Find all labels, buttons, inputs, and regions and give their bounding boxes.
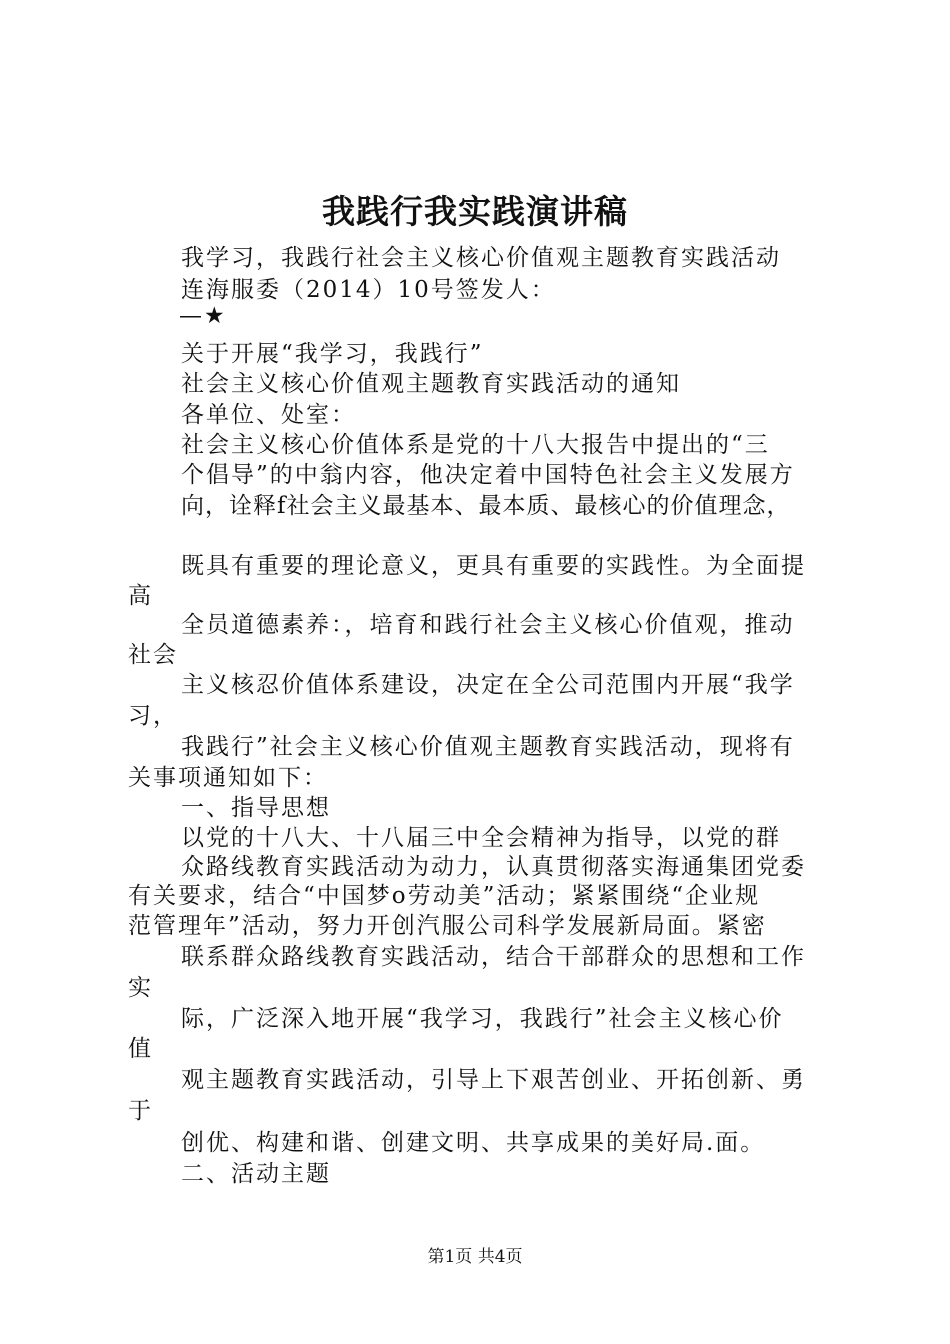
text-line: 连海服委（2014）10号签发人：: [181, 277, 556, 303]
page-number: 第1页 共4页: [427, 1247, 523, 1267]
text-line: 关于开展“我学习，我践行”: [181, 341, 484, 367]
text-line: 高: [128, 583, 153, 609]
text-line: 我学习，我践行社会主义核心价值观主题教育实践活动: [181, 245, 781, 271]
text-line: 二、活动主题: [181, 1161, 331, 1187]
text-line: 社会: [128, 642, 178, 668]
text-line: 观主题教育实践活动，引导上下艰苦创业、开拓创新、勇: [181, 1067, 806, 1093]
text-line: 我践行”社会主义核心价值观主题教育实践活动，现将有: [181, 734, 795, 760]
text-line: 各单位、处室：: [181, 402, 356, 428]
text-line: 社会主义核心价值体系是党的十八大报告中提出的“三: [181, 432, 770, 458]
text-line: 主义核忍价值体系建设，决定在全公司范围内开展“我学: [181, 672, 795, 698]
text-line: 关事项通知如下：: [128, 765, 328, 791]
text-line: 全员道德素养：，培育和践行社会主义核心价值观，推动: [181, 612, 795, 638]
text-line: 创优、构建和谐、创建文明、共享成果的美好局.面。: [181, 1130, 766, 1156]
text-line: 以党的十八大、十八届三中全会精神为指导，以党的群: [181, 825, 781, 851]
text-line: 实: [128, 975, 153, 1001]
text-line: 际，广泛深入地开展“我学习，我践行”社会主义核心价: [181, 1006, 784, 1032]
text-line: 联系群众路线教育实践活动，结合干部群众的思想和工作: [181, 944, 806, 970]
text-line: 习，: [128, 703, 178, 729]
text-line: 社会主义核心价值观主题教育实践活动的通知: [181, 371, 681, 397]
text-line: 范管理年”活动，努力开创汽服公司科学发展新局面。紧密: [128, 913, 767, 939]
text-line: 向，诠释f社会主义最基本、最本质、最核心的价值理念，: [181, 493, 791, 519]
text-line: —★: [179, 303, 227, 329]
text-line: 既具有重要的理论意义，更具有重要的实践性。为全面提: [181, 553, 806, 579]
text-line: 众路线教育实践活动为动力，认真贯彻落实海通集团党委: [181, 854, 806, 880]
text-line: 一、指导思想: [181, 795, 331, 821]
text-line: 于: [128, 1098, 153, 1124]
text-line: 个倡导”的中翁内容，他决定着中国特色社会主义发展方: [181, 462, 795, 488]
document-title: 我践行我实践演讲稿: [322, 192, 628, 231]
text-line: 值: [128, 1036, 153, 1062]
text-line: 有关要求，结合“中国梦o劳动美”活动；紧紧围绕“企业规: [128, 883, 761, 909]
